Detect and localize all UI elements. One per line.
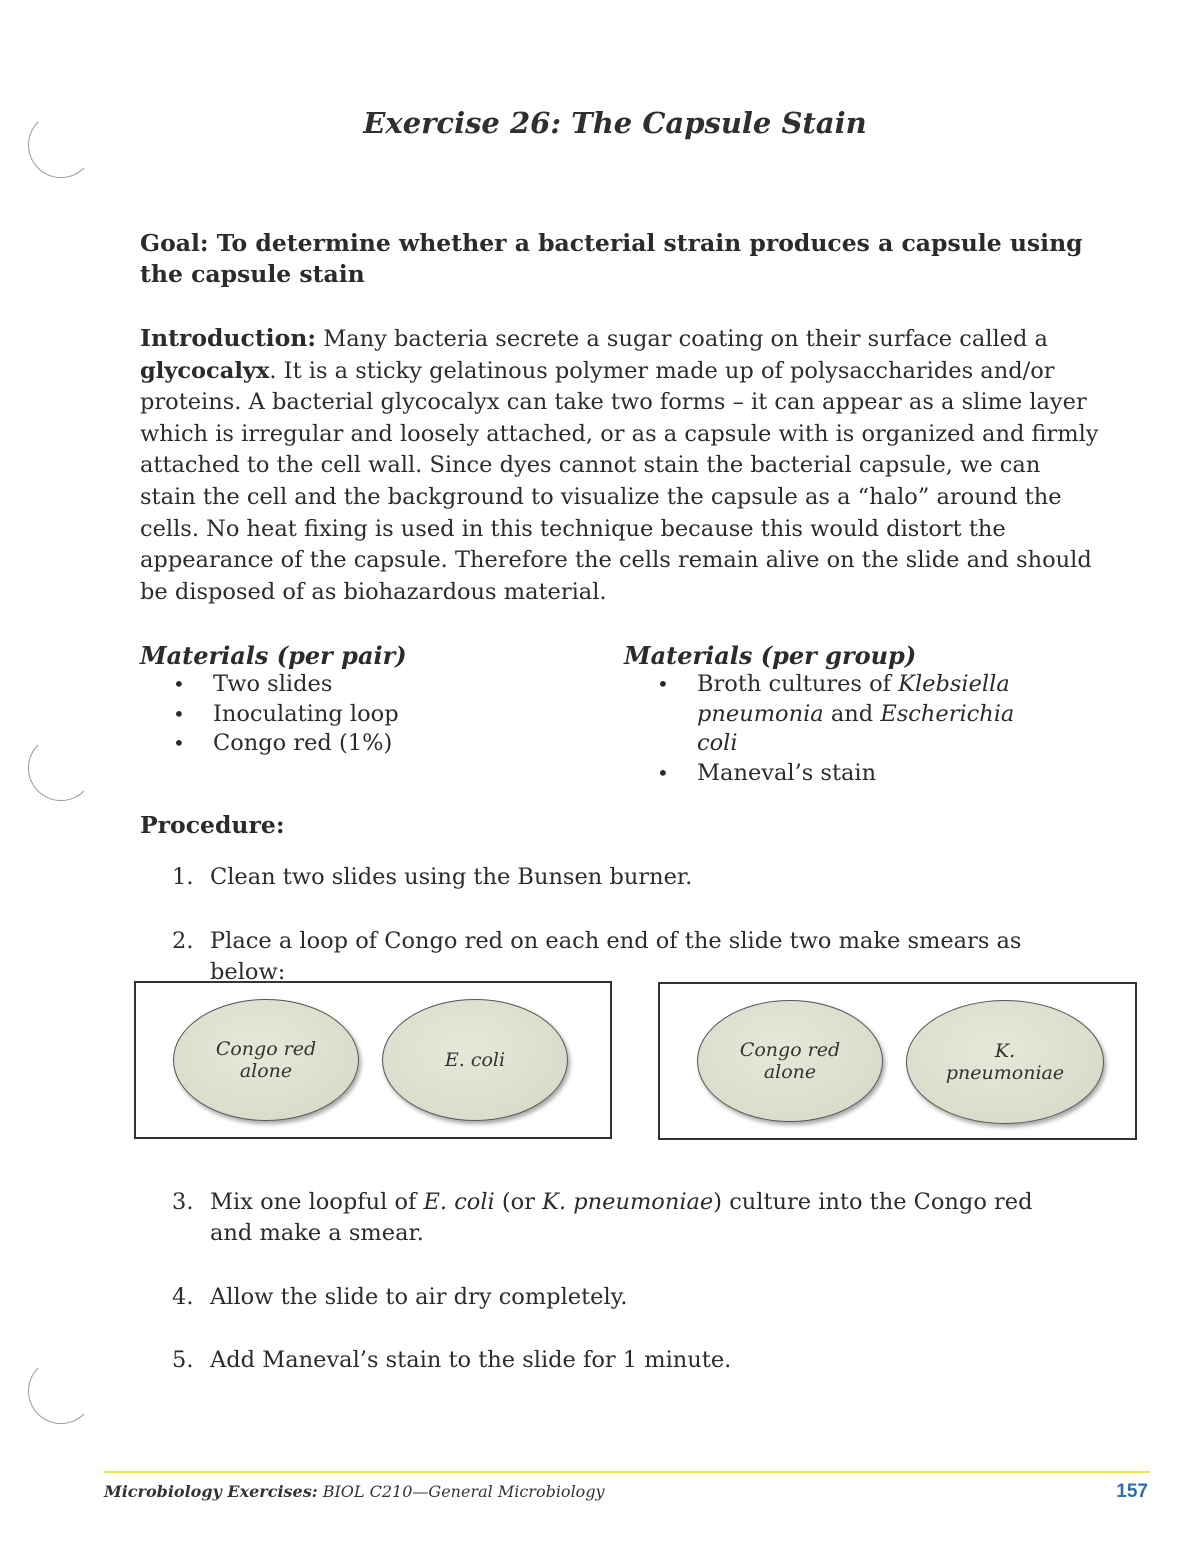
materials-group-heading: Materials (per group) <box>624 641 917 670</box>
step-text: Add Maneval’s stain to the slide for 1 minute. <box>210 1347 732 1373</box>
procedure-step-4 <box>172 1282 1072 1313</box>
footer-book-title: Microbiology Exercises: <box>104 1482 318 1501</box>
step-text: Clean two slides using the Bunsen burner. <box>210 864 693 890</box>
goal-statement: Goal: To determine whether a bacterial strain produces a capsule using the capsule stain <box>140 229 1083 288</box>
page-number: 157 <box>1116 1481 1148 1502</box>
smear-congo-red-alone: Congo red alone <box>173 999 359 1121</box>
organism-k-pneumoniae: K. pneumoniae <box>542 1189 714 1215</box>
procedure-step-1 <box>172 862 1072 893</box>
organism-klebsiella: Klebsiella pneumonia <box>697 671 1010 727</box>
footer-course-title <box>104 1482 605 1501</box>
step-number: 1. <box>172 864 194 890</box>
glycocalyx-term: glycocalyx <box>140 357 270 384</box>
procedure-step-2 <box>172 926 1072 988</box>
materials-pair-list <box>140 670 580 759</box>
materials-pair-heading: Materials (per pair) <box>140 641 407 670</box>
list-item <box>624 670 1084 759</box>
materials-pair-section <box>140 641 580 759</box>
footer-course: BIOL C210—General Microbiology <box>317 1482 605 1501</box>
introduction-label: Introduction: <box>140 324 317 352</box>
step-number: 5. <box>172 1347 194 1373</box>
cultures-conjunction: and <box>823 700 881 727</box>
step-number: 4. <box>172 1284 194 1310</box>
smear-congo-red-alone: Congo red alone <box>697 1000 883 1122</box>
smear-k-pneumoniae: K. pneumoniae <box>906 1000 1104 1124</box>
introduction-text-2: . It is a sticky gelatinous polymer made up of polysaccharides and/or proteins. A bacterial glycocalyx can take two forms – it can appear as a slime layer which is irregular and loosely attached, or as a capsule with is organized and firmly attached to the cell wall. Since dyes cannot stain the bacterial capsule, we can stain the cell and the background to visualize the capsule as a “halo” around the cells. No heat fixing is used in this technique because this would distort the appearance of the capsule. Therefore the cells remain alive on the slide and should be disposed of as biohazardous material. <box>140 357 1099 605</box>
binder-hole-middle <box>28 735 94 801</box>
page-title: Exercise 26: The Capsule Stain <box>363 106 867 140</box>
step-number: 2. <box>172 928 194 954</box>
materials-group-list <box>624 670 1084 788</box>
step-text: Allow the slide to air dry completely. <box>210 1284 628 1310</box>
procedure-heading: Procedure: <box>140 811 285 839</box>
introduction-paragraph <box>140 323 1100 608</box>
list-item: • Inoculating loop <box>140 700 580 730</box>
materials-group-section <box>624 641 1084 788</box>
list-item: • Congo red (1%) <box>140 729 580 759</box>
binder-hole-bottom <box>28 1358 94 1424</box>
organism-e-coli: E. coli <box>423 1189 495 1215</box>
step-text: Place a loop of Congo red on each end of the slide two make smears as below: <box>210 928 1022 985</box>
organism-escherichia: Escherichia coli <box>697 700 1015 756</box>
list-item: • Maneval’s stain <box>624 759 1084 789</box>
slide-diagram-k-pneumoniae <box>658 982 1137 1140</box>
introduction-text-1: Many bacteria secrete a sugar coating on their surface called a <box>316 326 1048 352</box>
step-number: 3. <box>172 1189 194 1215</box>
cultures-prefix: Broth cultures of <box>697 671 899 697</box>
procedure-step-3 <box>172 1187 1052 1249</box>
smear-e-coli: E. coli <box>382 999 568 1121</box>
footer-rule <box>104 1471 1150 1473</box>
slide-diagram-ecoli <box>134 981 612 1139</box>
list-item: • Two slides <box>140 670 580 700</box>
step-text: Mix one loopful of E. coli (or K. pneumoniae) culture into the Congo red and make a smear. <box>210 1189 1033 1246</box>
procedure-step-5 <box>172 1345 1072 1376</box>
